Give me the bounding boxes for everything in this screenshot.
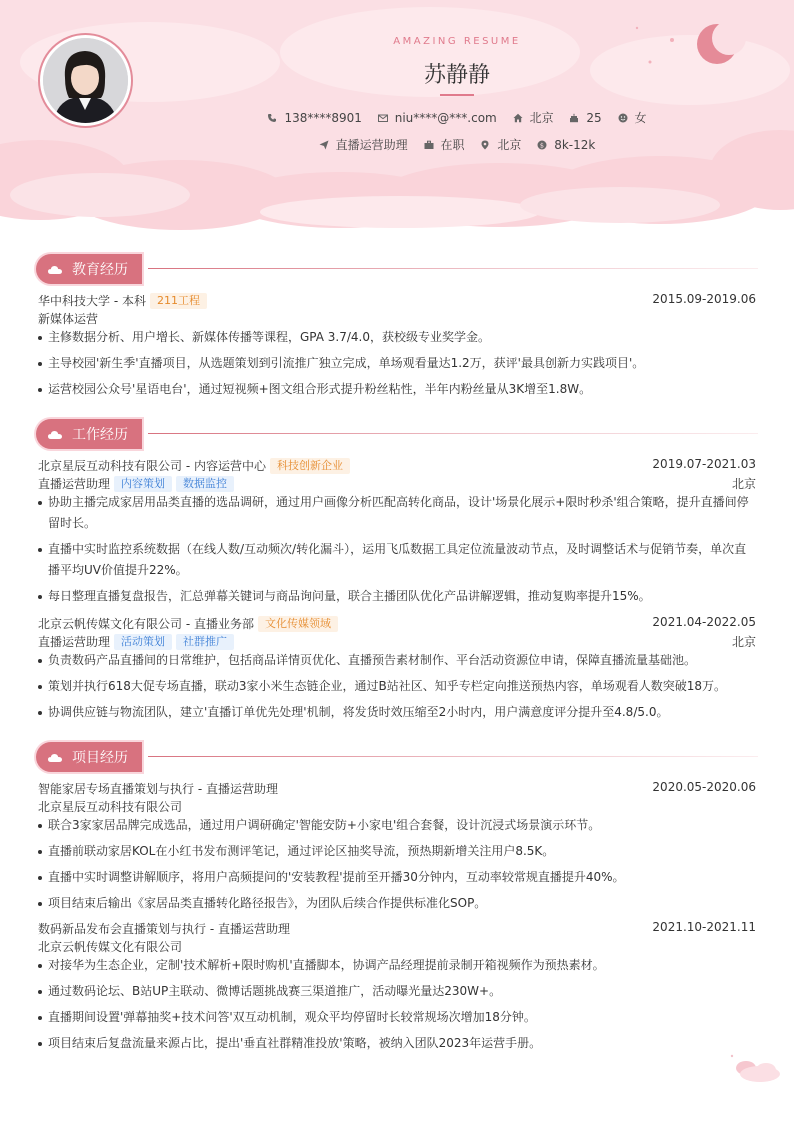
project-bullets — [38, 815, 756, 919]
phone-text: 138****8901 — [284, 111, 362, 125]
list-item: 对接华为生态企业，定制'技术解析+限时购机'直播脚本，协调产品经理提前录制开箱视频作为预热素材。 — [38, 955, 756, 976]
work-date: 2019.07-2021.03 — [652, 457, 756, 471]
work-date: 2021.04-2022.05 — [652, 615, 756, 629]
education-bullets — [38, 327, 756, 405]
project-date: 2021.10-2021.11 — [652, 920, 756, 934]
skill-tag: 活动策划 — [114, 634, 172, 650]
mail-icon — [378, 113, 388, 123]
list-item: 直播中实时调整讲解顺序，将用户高频提问的'安装教程'提前至开播30分钟内，互动率较常规直播提升40%。 — [38, 867, 756, 888]
section-divider — [148, 756, 758, 757]
name-underline — [440, 94, 474, 96]
list-item: 主导校园'新生季'直播项目，从选题策划到引流推广独立完成，单场观看量达1.2万，获评'最具创新力实践项目'。 — [38, 353, 756, 374]
company-name: 北京星辰互动科技有限公司 - 内容运营中心 — [38, 459, 266, 473]
section-divider — [148, 268, 758, 269]
work-city: 北京 — [731, 635, 756, 649]
age-item — [569, 111, 601, 125]
status-text: 在职 — [440, 138, 465, 152]
cloud-icon — [48, 265, 62, 274]
work-bullets — [38, 492, 756, 612]
send-icon — [319, 140, 329, 150]
skill-tag: 内容策划 — [114, 476, 172, 492]
project-date: 2020.05-2020.06 — [652, 780, 756, 794]
section-title-text: 工作经历 — [72, 427, 128, 443]
position-item — [319, 136, 408, 153]
list-item: 直播中实时监控系统数据（在线人数/互动频次/转化漏斗），运用飞瓜数据工具定位流量波动节点，及时调整话术与促销节奏，单次直播平均UV价值提升22%。 — [38, 539, 756, 581]
section-title-text: 项目经历 — [72, 750, 128, 766]
cloud-icon — [48, 430, 62, 439]
project-title: 数码新品发布会直播策划与执行 - 直播运营助理 — [38, 922, 290, 936]
city-item — [480, 136, 521, 153]
work-city: 北京 — [731, 477, 756, 491]
email-item — [378, 111, 497, 125]
education-header — [38, 292, 756, 309]
work-header — [38, 457, 756, 474]
list-item: 协调供应链与物流团队，建立'直播订单优先处理'机制，将发货时效压缩至2小时内，用户满意度评分提升至4.8/5.0。 — [38, 702, 756, 723]
age-text: 25 — [586, 111, 602, 125]
list-item: 联合3家家居品牌完成选品，通过用户调研确定'智能安防+小家电'组合套餐，设计沉浸式场景演示环节。 — [38, 815, 756, 836]
phone-item — [267, 111, 361, 125]
gender-text: 女 — [634, 111, 647, 125]
list-item: 通过数码论坛、B站UP主联动、微博话题挑战赛三渠道推广，活动曝光量达230W+。 — [38, 981, 756, 1002]
cloud-decoration — [728, 1052, 784, 1086]
briefcase-icon — [424, 140, 434, 150]
location-icon — [480, 140, 490, 150]
contact-row — [0, 109, 794, 126]
salary-text: 8k-12k — [554, 138, 596, 152]
section-pill — [36, 419, 142, 449]
role-name: 直播运营助理 — [38, 635, 111, 649]
list-item: 项目结束后输出《家居品类直播转化路径报告》，为团队后续合作提供标准化SOP。 — [38, 893, 756, 914]
candidate-name: 苏静静 — [423, 63, 490, 88]
project-title: 智能家居专场直播策划与执行 - 直播运营助理 — [38, 782, 278, 796]
work-bullets — [38, 650, 756, 728]
job-intent-row — [0, 136, 794, 153]
home-item — [513, 109, 554, 126]
project-company: 北京云帆传媒文化有限公司 — [38, 940, 183, 954]
section-project — [36, 741, 142, 773]
company-tag: 科技创新企业 — [270, 458, 350, 474]
work-role-row — [38, 633, 756, 650]
list-item: 直播期间设置'弹幕抽奖+技术问答'双互动机制，观众平均停留时长较常规场次增加18分钟。 — [38, 1007, 756, 1028]
role-name: 直播运营助理 — [38, 477, 111, 491]
list-item: 运营校园公众号'星语电台'，通过短视频+图文组合形式提升粉丝粘性，半年内粉丝量从3K增至1.8W。 — [38, 379, 756, 400]
project-header — [38, 780, 756, 797]
status-item — [424, 136, 465, 153]
work-role-row — [38, 475, 756, 492]
company-tag: 文化传媒领域 — [258, 616, 338, 632]
skill-tag: 数据监控 — [176, 476, 234, 492]
company-name: 北京云帆传媒文化有限公司 - 直播业务部 — [38, 617, 254, 631]
list-item: 负责数码产品直播间的日常维护，包括商品详情页优化、直播预告素材制作、平台活动资源位申请，保障直播流量基础池。 — [38, 650, 756, 671]
cloud-icon — [48, 753, 62, 762]
project-header — [38, 920, 756, 937]
salary-item — [537, 138, 595, 152]
list-item: 协助主播完成家居用品类直播的选品调研，通过用户画像分析匹配高转化商品，设计'场景化展示+限时秒杀'组合策略，提升直播间停留时长。 — [38, 492, 756, 534]
section-education — [36, 253, 142, 285]
cake-icon — [569, 113, 579, 123]
home-text: 北京 — [529, 111, 554, 125]
resume-subtitle: AMAZING RESUME — [393, 36, 521, 47]
list-item: 策划并执行618大促专场直播，联动3家小米生态链企业，通过B站社区、知乎专栏定向推送预热内容，单场观看人数突破18万。 — [38, 676, 756, 697]
list-item: 直播前联动家居KOL在小红书发布测评笔记，通过评论区抽奖导流，预热期新增关注用户8.5K。 — [38, 841, 756, 862]
project-bullets — [38, 955, 756, 1059]
smile-icon — [618, 113, 628, 123]
city-text: 北京 — [497, 138, 522, 152]
position-text: 直播运营助理 — [335, 138, 408, 152]
home-icon — [513, 113, 523, 123]
school-name: 华中科技大学 - 本科 — [38, 294, 146, 308]
list-item: 主修数据分析、用户增长、新媒体传播等课程，GPA 3.7/4.0，获校级专业奖学金。 — [38, 327, 756, 348]
list-item: 每日整理直播复盘报告，汇总弹幕关键词与商品询问量，联合主播团队优化产品讲解逻辑，推动复购率提升15%。 — [38, 586, 756, 607]
education-date: 2015.09-2019.06 — [652, 292, 756, 306]
project-company: 北京星辰互动科技有限公司 — [38, 800, 183, 814]
gender-item — [618, 109, 647, 126]
email-text: niu****@***.com — [394, 111, 497, 125]
list-item: 项目结束后复盘流量来源占比，提出'垂直社群精准投放'策略，被纳入团队2023年运营手册。 — [38, 1033, 756, 1054]
work-header — [38, 615, 756, 632]
skill-tag: 社群推广 — [176, 634, 234, 650]
school-tag: 211工程 — [150, 293, 207, 309]
svg-text:$: $ — [540, 141, 545, 150]
section-pill — [36, 742, 142, 772]
section-divider — [148, 433, 758, 434]
section-title-text: 教育经历 — [72, 262, 128, 278]
resume-header — [0, 0, 794, 235]
section-work — [36, 418, 142, 450]
phone-icon — [267, 113, 277, 123]
money-icon — [537, 140, 547, 150]
major: 新媒体运营 — [38, 312, 99, 326]
section-pill — [36, 254, 142, 284]
